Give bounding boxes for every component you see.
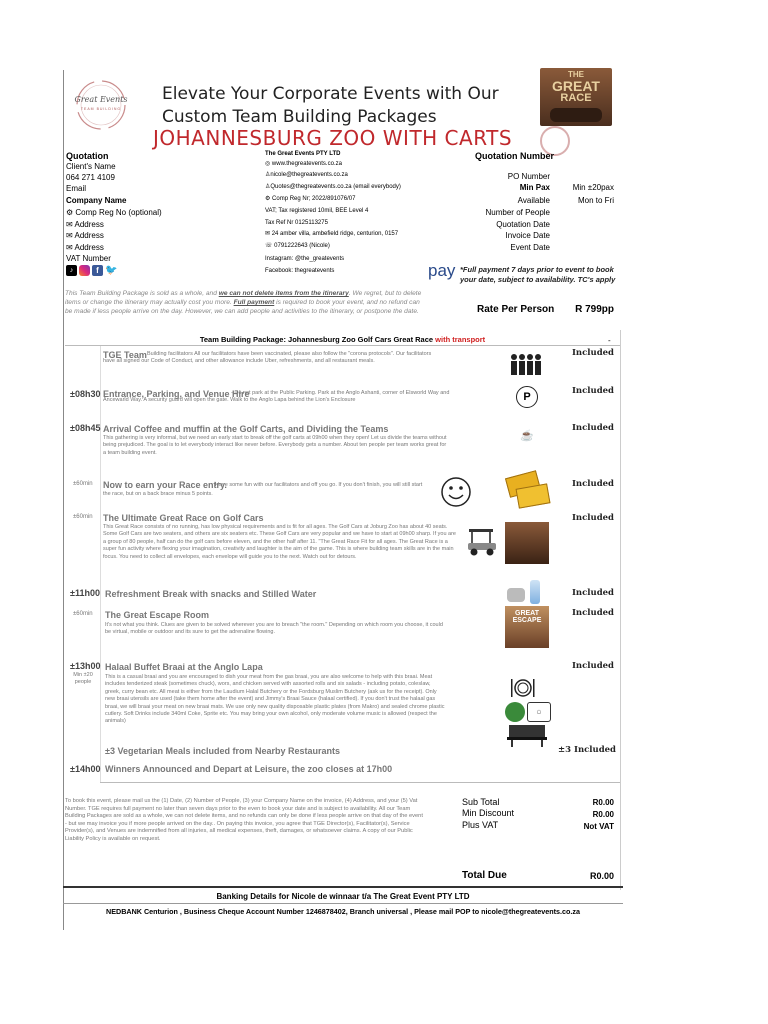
item-desc-race-entry: Have some fun with our facilitators and off you go. If you don't finish, you will still start the race, but on a back brace minus 5 points. <box>103 482 423 497</box>
address-row-3[interactable]: ✉ Address <box>66 243 104 252</box>
disclaimer: This Team Building Package is sold as a whole, and we can not delete items from the itinerary. We regret, but to delete items or change the itinerary may actually cost you more. Full payment is required to book your event, and no refund can be made if less people arrive on the day. However, we can add people and activities to the itinerary, or postpone the date. <box>65 290 422 315</box>
address-row-company: ✉ 24 amber villa, ambefield ridge, centurion, 0157 <box>265 231 399 237</box>
quotation-number-label: Quotation Number <box>475 151 554 161</box>
item-time-great-race: ±60min <box>73 514 93 520</box>
item-included-refreshment: Included <box>571 588 614 598</box>
total-due-label: Total Due <box>462 870 507 881</box>
user-icon: ♙ <box>265 172 271 178</box>
phone-row-company[interactable]: ☏ 0791222643 (Nicole) <box>265 243 330 249</box>
snack-icon <box>507 588 525 602</box>
mail-icon: ✉ <box>66 243 75 252</box>
quotation-date-label: Quotation Date <box>496 220 550 229</box>
item-included-braai: Included <box>571 661 614 671</box>
item-time-winners: ±14h00 <box>70 764 101 774</box>
item-included-entrance: Included <box>571 386 614 396</box>
halaal-logo-icon: ◯ <box>527 702 551 722</box>
banking-divider-2 <box>63 903 623 904</box>
mail-icon: ✉ <box>66 231 75 240</box>
great-race-photo <box>505 522 549 564</box>
item-title-winners: Winners Announced and Depart at Leisure, the zoo closes at 17h00 <box>105 764 393 774</box>
headline-line2: Custom Team Building Packages <box>162 107 437 127</box>
item-title-tge-team: TGE Team <box>103 350 147 360</box>
item-time-braai: ±13h00 <box>70 661 101 671</box>
item-desc-braai: This is a casual braai and you are encouraged to dish your meat from the gas braai, you are also welcome to help with this braai. Meat includes tenderized steak (sometimes chuck), wors, and chicken served with assorted rolls and six salads - including potato, coleslaw, greek, curry bean etc. All meat is either from the Laudium Halal Butchery or the Fordsburg Muslim Butchery (ask us for the receipt). Only new braai utensils are used (take them home after the event) and Jimmy's Braai Sauce (halaal certified). If you don't trust the halaal gas braai, we will braai your meat on new braai mats. We use only new quality disposable plastic plates (from Makro) and sealed chrome plastic cutlery. Soft Drinks include 340ml Coke, Sprite etc. You may bring your own alcohol, only moderate volume music is allowed (respect the animals) <box>105 674 445 725</box>
item-time-race-entry: ±60min <box>73 481 93 487</box>
address-row-1[interactable]: ✉ Address <box>66 220 104 229</box>
great-race-logo: THE GREAT RACE <box>540 68 612 126</box>
social-icons <box>66 265 116 276</box>
min-discount-label: Min Discount <box>462 808 515 818</box>
item-time-arrival: ±08h45 <box>70 423 101 433</box>
tax-ref-row: Tax Ref Nr 0125113275 <box>265 220 328 226</box>
item-time-entrance: ±08h30 <box>70 389 101 399</box>
item-title-escape: The Great Escape Room <box>105 610 210 620</box>
banking-line2: NEDBANK Centurion , Business Cheque Account Number 1246878402, Branch universal , Please mail POP to nicole@thegreatevents.co.za <box>106 907 580 916</box>
coffee-icon: ☕ <box>520 429 534 442</box>
smiley-icon <box>440 476 472 508</box>
item-desc-escape: It's not what you think. Clues are given to be solved wherever you are to breach "the room." Depending on which room you choose, it could be virtual, mobile or outdoor and its sure to get the adrenaline flowing. <box>105 622 443 636</box>
twitter-icon[interactable]: 🐦 <box>105 265 118 276</box>
phone-label: 064 271 4109 <box>66 173 115 182</box>
user-icon: ♙ <box>265 184 271 190</box>
mail-icon: ✉ <box>265 231 272 237</box>
email-label[interactable]: Email <box>66 184 87 193</box>
phone-icon: ☏ <box>265 243 275 249</box>
min-pax-label: Min Pax <box>519 183 550 192</box>
available-label: Available <box>517 196 550 205</box>
item-desc-arrival: This gathering is very informal, but we need an early start to break off the golf carts at 09h00 when they open! Let us divide the teams without being prejudiced. The goal is to let everybody interact like never before. Everybody gets a number. About ten people per team works great for a team building event. <box>103 435 447 456</box>
sub-total-label: Sub Total <box>462 797 500 807</box>
email1-row[interactable]: ♙nicole@thegreatevents.co.za <box>265 172 348 178</box>
plate-icon <box>510 676 536 700</box>
available-value: Mon to Fri <box>577 196 614 205</box>
gear-icon: ⚙ <box>66 208 76 217</box>
vat-number-label[interactable]: VAT Number <box>66 254 111 263</box>
mail-icon: ✉ <box>66 220 75 229</box>
team-icon <box>508 350 544 380</box>
rate-label: Rate Per Person <box>477 304 555 315</box>
item-included-race-entry: Included <box>571 479 614 489</box>
escape-room-icon: GREAT ESCAPE <box>505 606 549 648</box>
item-title-arrival: Arrival Coffee and muffin at the Golf Carts, and Dividing the Teams <box>103 424 389 434</box>
item-sub-braai: Min ±20 people <box>73 672 93 686</box>
website-row[interactable]: ◎ www.thegreatevents.co.za <box>265 161 342 167</box>
border-right <box>620 330 621 890</box>
ticket-icon <box>505 472 549 508</box>
event-date-label: Event Date <box>510 243 550 252</box>
item-title-race-entry: Now to earn your Race entry. <box>103 480 227 490</box>
braai-icon <box>505 722 549 748</box>
rate-value: R 799pp <box>575 304 614 315</box>
item-desc-tge-team: Building facilitators All our facilitators have been vaccinated, please also follow the "corona protocols". Our facilitators have all signed our Code of Conduct, and other allowance include Uber, refreshments, and all restaurant meals. <box>103 351 432 365</box>
item-time-refreshment: ±11h00 <box>70 588 100 598</box>
package-title: Team Building Package: Johannesburg Zoo Golf Cars Great Race with transport <box>199 335 486 344</box>
item-included-great-race: Included <box>571 513 614 523</box>
facebook-row[interactable]: Facebook: thegreatevents <box>265 268 335 274</box>
item-included-arrival: Included <box>571 423 614 433</box>
plus-vat-label: Plus VAT <box>462 820 499 830</box>
invoice-date-label: Invoice Date <box>505 231 550 240</box>
water-icon <box>530 580 540 604</box>
item-title-vegetarian: ±3 Vegetarian Meals included from Nearby Restaurants <box>105 746 341 756</box>
globe-icon: ◎ <box>265 161 272 167</box>
min-discount-value: R0.00 <box>592 810 614 819</box>
package-title-line <box>65 345 620 346</box>
payment-note: *Full payment 7 days prior to event to book your date, subject to availability. TC's apply <box>460 265 616 284</box>
item-title-braai: Halaal Buffet Braai at the Anglo Lapa <box>105 662 263 672</box>
great-events-logo <box>68 78 134 132</box>
logo-text: Great Events <box>74 95 128 104</box>
item-time-escape: ±60min <box>73 611 93 617</box>
min-pax-value: Min ±20pax <box>572 183 614 192</box>
headline-line1: Elevate Your Corporate Events with Our <box>162 84 499 104</box>
gear-icon: ⚙ <box>265 196 273 202</box>
company-name-label[interactable]: Company Name <box>66 196 127 205</box>
item-title-entrance: Entrance, Parking, and Venue Hire <box>103 389 250 399</box>
comp-reg-row-company: ⚙ Comp Reg Nr; 2022/891076/07 <box>265 196 356 202</box>
plus-vat-value: Not VAT <box>583 822 614 831</box>
sub-total-value: R0.00 <box>592 798 614 807</box>
item-title-refreshment: Refreshment Break with snacks and Stilled Water <box>105 589 317 599</box>
item-desc-entrance: - Do not park at the Public Parking. Park at the Anglo Ashanti, corner of Elsworld Way and Ancewarld Way. A security guard will open the gate. Walk to the Anglo Lapa behind the Lion's Enclosure <box>103 390 450 404</box>
email2-row[interactable]: ♙Quotes@thegreatevents.co.za (email everybody) <box>265 184 401 190</box>
vat-row: VAT; Tax registered 10mil, BEE Level 4 <box>265 208 369 214</box>
item-included-escape: Included <box>571 608 614 618</box>
instagram-icon[interactable] <box>79 265 90 276</box>
comp-reg-row[interactable]: ⚙ Comp Reg No (optional) <box>66 208 162 217</box>
logo-sub: TEAM BUILDING <box>80 107 122 111</box>
total-due-value: R0.00 <box>589 871 614 881</box>
headline-line3: JOHANNESBURG ZOO WITH CARTS <box>153 126 513 150</box>
item-included-tge-team: Included <box>571 348 614 358</box>
package-dash: - <box>608 336 611 345</box>
pay-logo: pay <box>428 261 456 280</box>
border-left <box>63 70 64 930</box>
terms-text: To book this event, please mail us the (1) Date, (2) Number of People, (3) your Company Name on the invoice, (4) Address, and your (5) Vat Number. TGE requires full payment no later than seven days prior to the even to book your date and is subject to availability. All our Team Building Packages are sold as a whole, we can not delete items, and no refunds can only be done if less people arrive on that day of the event - but we may invoice you if more people arrived on the day.. On paying this invoice, you agree that TGE Director(s), Facilitator(s), Service Provider(s), and Venues are indemnified from all injuries, all medical expenses, theft, damages, or whatsoever claims. A copy of our Public Liability Policy is available on request. <box>65 798 423 842</box>
company-name: The Great Events PTY LTD <box>265 151 341 157</box>
parking-icon: P <box>516 386 538 408</box>
facebook-icon[interactable]: f <box>92 265 103 276</box>
item-desc-great-race: This Great Race consists of no running, has low physical requirements and is fit for all ages. The Golf Cars at Joburg Zoo has about 40 seats. Some Golf Cars are two seaters, and others are six seaters etc. These Golf Cars are very popular and we have to start at 09h00 sharp. If you are a group of 80 people, half can do the golf cars before eleven, and the other half after 11. "The Great Race Fit for all ages. The Great Race is a super fun activity where flexing your imagination, creativity and laughter is the aim of the game. This is where building team skills are in the main focus. You need to collect all envelopes, each envelope will guide you to the next. Watch out for detours. <box>103 524 456 560</box>
banking-line1: Banking Details for Nicole de winnaar t/a The Great Event PTY LTD <box>216 892 470 901</box>
item-title-great-race: The Ultimate Great Race on Golf Cars <box>103 513 264 523</box>
clients-name-label[interactable]: Client's Name <box>66 162 116 171</box>
po-number-label: PO Number <box>507 172 550 181</box>
golf-cart-icon <box>465 525 499 559</box>
instagram-row[interactable]: Instagram: @the_greatevents <box>265 256 345 262</box>
number-of-people-label: Number of People <box>485 208 550 217</box>
address-row-2[interactable]: ✉ Address <box>66 231 104 240</box>
halaal-badge-icon <box>505 702 525 722</box>
banking-divider <box>63 886 623 888</box>
quotation-label: Quotation <box>66 151 109 161</box>
tiktok-icon[interactable]: ♪ <box>66 265 77 276</box>
item-included-vegetarian: ±3 Included <box>557 745 616 755</box>
